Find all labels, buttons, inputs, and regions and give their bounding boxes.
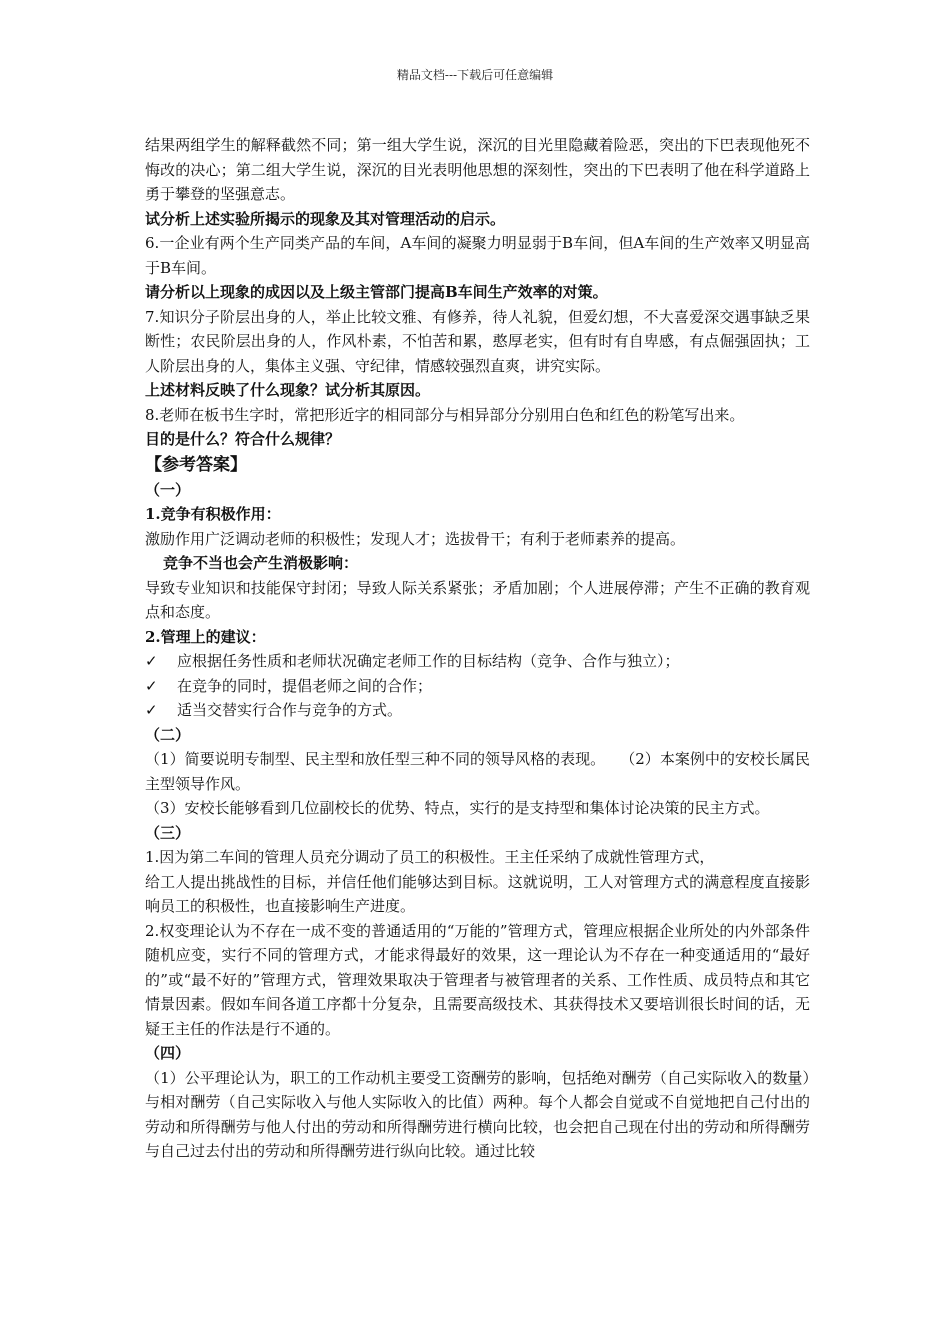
- subheading: 竞争不当也会产生消极影响：: [163, 554, 359, 572]
- page-header: 精品文档---下载后可任意编辑: [396, 68, 554, 82]
- check-item-text: 在竞争的同时，提倡老师之间的合作；: [177, 676, 433, 695]
- check-item-text: 适当交替实行合作与竞争的方式。: [177, 701, 403, 719]
- section-heading: （四）: [145, 1044, 191, 1062]
- check-item: [145, 649, 810, 674]
- subheading: 1.竞争有积极作用：: [145, 505, 281, 523]
- paragraph: （1）公平理论认为，职工的工作动机主要受工资酬劳的影响，包括绝对酬劳（自己实际收入的数量）与相对酬劳（自己实际收入与他人实际收入的比值）两种。每个人都会自觉或不自觉地把自己付出的劳动和所得酬劳与他人付出的劳动和所得酬劳进行横向比较，也会把自己现在付出的劳动和所得酬劳与自己过去付出的劳动和所得酬劳进行纵向比较。通过比较: [145, 1068, 810, 1160]
- check-item: [145, 698, 810, 723]
- subheading: 2.管理上的建议：: [145, 627, 266, 646]
- paragraph: 激励作用广泛调动老师的积极性；发现人才；选拔骨干；有利于老师素养的提高。: [145, 529, 686, 548]
- paragraph: 8.老师在板书生字时，常把形近字的相同部分与相异部分分别用白色和红色的粉笔写出来。: [145, 405, 745, 424]
- question-prompt: 试分析上述实验所揭示的现象及其对管理活动的启示。: [145, 209, 506, 228]
- check-icon: ✓: [145, 652, 158, 670]
- question-prompt: 上述材料反映了什么现象？试分析其原因。: [145, 381, 431, 399]
- paragraph: （3）安校长能够看到几位副校长的优势、特点，实行的是支持型和集体讨论决策的民主方式。: [145, 799, 770, 817]
- paragraph: 给工人提出挑战性的目标，并信任他们能够达到目标。这就说明，工人对管理方式的满意程度直接影响员工的积极性，也直接影响生产进度。: [145, 872, 810, 915]
- paragraph: 1.因为第二车间的管理人员充分调动了员工的积极性。王主任采纳了成就性管理方式，: [145, 848, 715, 866]
- question-prompt: 目的是什么？符合什么规律？: [145, 430, 341, 448]
- paragraph: 导致专业知识和技能保守封闭；导致人际关系紧张；矛盾加剧；个人进展停滞；产生不正确的教育观点和态度。: [145, 578, 810, 621]
- document-body: [145, 133, 810, 1164]
- check-item: [145, 674, 810, 699]
- paragraph: （1）简要说明专制型、民主型和放任型三种不同的领导风格的表现。 （2）本案例中的安校长属民主型领导作风。: [145, 750, 810, 793]
- section-heading: （一）: [145, 480, 191, 499]
- answer-heading: 【参考答案】: [145, 454, 247, 475]
- question-prompt: 请分析以上现象的成因以及上级主管部门提高B车间生产效率的对策。: [145, 283, 608, 301]
- paragraph: 7.知识分子阶层出身的人，举止比较文雅、有修养，待人礼貌，但爱幻想，不大喜爱深交遇事缺乏果断性；农民阶层出身的人，作风朴素，不怕苦和累，憨厚老实，但有时有自卑感，有点倔强固执；工人阶层出身的人，集体主义强、守纪律，情感较强烈直爽，讲究实际。: [145, 307, 810, 375]
- paragraph: 结果两组学生的解释截然不同；第一组大学生说，深沉的目光里隐藏着险恶，突出的下巴表现他死不悔改的决心；第二组大学生说，深沉的目光表明他思想的深刻性，突出的下巴表明了他在科学道路上勇于攀登的坚强意志。: [145, 136, 810, 203]
- paragraph: 6.一企业有两个生产同类产品的车间，A车间的凝聚力明显弱于B车间，但A车间的生产效率又明显高于B车间。: [145, 234, 810, 277]
- paragraph: 2.权变理论认为不存在一成不变的普通适用的“万能的”管理方式，管理应根据企业所处的内外部条件随机应变，实行不同的管理方式，才能求得最好的效果，这一理论认为不存在一种变通适用的“最好的”或“最不好的”管理方式，管理效果取决于管理者与被管理者的关系、工作性质、成员特点和其它情景因素。假如车间各道工序都十分复杂，且需要高级技术、其获得技术又要培训很长时间的话，无疑王主任的作法是行不通的。: [145, 921, 810, 1038]
- check-icon: ✓: [145, 701, 158, 719]
- check-item-text: 应根据任务性质和老师状况确定老师工作的目标结构（竞争、合作与独立）；: [177, 652, 680, 670]
- section-heading: （二）: [145, 725, 191, 744]
- section-heading: （三）: [145, 823, 191, 842]
- check-icon: ✓: [145, 676, 158, 695]
